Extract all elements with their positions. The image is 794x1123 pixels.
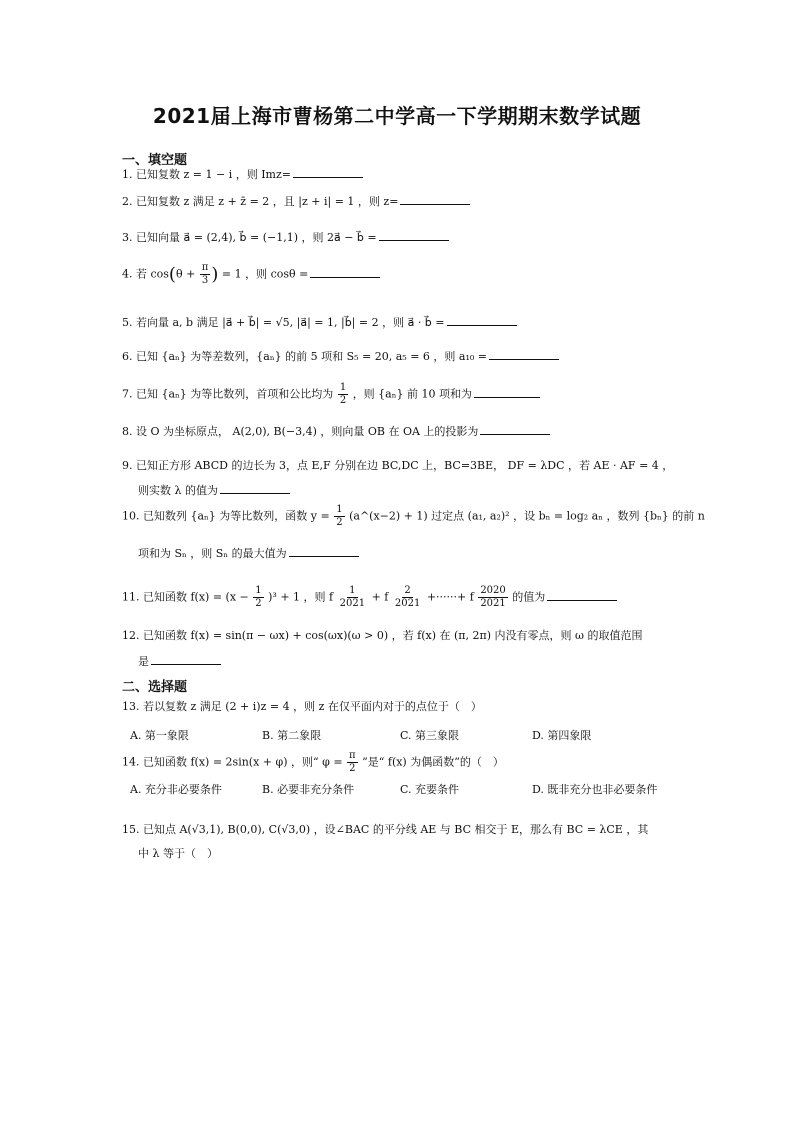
question-5-text: 5. 若向量 a, b 满足 |a⃗ + b⃗| = √5, |a⃗| = 1, |b⃗| = 2 ，则 a⃗ · b⃗ = (122, 316, 445, 329)
question-7 (122, 382, 674, 407)
question-10-text-a: 10. 已知数列 {aₙ} 为等比数列，函数 y = (122, 509, 330, 523)
question-1-text: 1. 已知复数 z = 1 − i ，则 Imz= (122, 168, 292, 181)
answer-blank[interactable] (220, 482, 290, 494)
option-b[interactable]: B. 第二象限 (262, 729, 322, 742)
question-14-text-b: ”是“ f(x) 为偶函数”的（ ） (362, 755, 504, 769)
fraction-numerator: 1 (339, 382, 347, 393)
fraction-numerator: 2020 (480, 585, 506, 596)
fraction-numerator: 1 (349, 585, 356, 596)
question-10-text-c: 项和为 Sₙ ，则 Sₙ 的最大值为 (138, 547, 287, 560)
fraction-denominator: 2021 (394, 598, 421, 609)
section-fill-in: 一、填空题 (122, 153, 188, 168)
fraction-denominator: 2 (255, 598, 262, 609)
question-7-text-a: 7. 已知 {aₙ} 为等比数列，首项和公比均为 (122, 387, 334, 401)
fraction-1-over-2021 (338, 585, 367, 610)
left-paren: ( (168, 264, 176, 285)
option-a[interactable]: A. 第一象限 (130, 729, 189, 742)
question-4-text-a: 4. 若 cos (122, 267, 169, 281)
question-14-text-a: 14. 已知函数 f(x) = 2sin(x + φ) ，则“ φ = (122, 755, 343, 769)
answer-blank[interactable] (379, 229, 449, 241)
fraction-one-half (338, 382, 348, 407)
fraction-denominator: 2 (349, 763, 356, 774)
answer-blank[interactable] (310, 266, 380, 278)
question-4-text-c: = 1 ，则 cosθ = (221, 267, 309, 281)
page-title: 2021届上海市曹杨第二中学高一下学期期末数学试题 (152, 104, 642, 128)
right-paren: ) (211, 264, 219, 285)
question-11-text-a: 11. 已知函数 f(x) = (x − (122, 590, 249, 604)
question-11-text-d: +······+ f (426, 590, 474, 604)
answer-blank[interactable] (489, 348, 559, 360)
question-15 (122, 822, 674, 861)
option-d[interactable]: D. 既非充分也非必要条件 (532, 783, 658, 796)
question-6 (122, 348, 674, 364)
question-13 (122, 699, 674, 714)
question-7-text-b: ，则 {aₙ} 前 10 项和为 (352, 387, 472, 401)
option-c[interactable]: C. 第三象限 (400, 729, 460, 742)
fraction-denominator: 2 (339, 395, 347, 406)
fraction-numerator: 1 (255, 585, 262, 596)
question-10-text-b: (a^(x−2) + 1) 过定点 (a₁, a₂)² ，设 bₙ = log₂ aₙ ，数列 {bₙ} 的前 n (349, 509, 705, 523)
question-9 (122, 458, 674, 498)
question-12 (122, 628, 674, 669)
question-2 (122, 193, 674, 209)
question-9-text-b: 则实数 λ 的值为 (138, 484, 218, 497)
option-c[interactable]: C. 充要条件 (400, 783, 460, 796)
question-11-text-b: )³ + 1 ，则 f (268, 590, 334, 604)
question-3 (122, 229, 674, 245)
question-3-text: 3. 已知向量 a⃗ = (2,4), b⃗ = (−1,1) ，则 2a⃗ − b⃗ = (122, 231, 377, 244)
option-b[interactable]: B. 必要非充分条件 (262, 783, 355, 796)
fraction-numerator: 1 (336, 504, 343, 515)
question-15-text-b: 中 λ 等于（ ） (138, 847, 218, 860)
fraction-pi-over-3 (200, 262, 211, 287)
answer-blank[interactable] (400, 193, 470, 205)
question-15-text-a: 15. 已知点 A(√3,1), B(0,0), C(√3,0) ，设∠BAC 的平分线 AE 与 BC 相交于 E，那么有 BC = λCE ，其 (122, 823, 649, 836)
fraction-denominator: 2021 (480, 598, 506, 609)
fraction-denominator: 2021 (339, 598, 366, 609)
fraction-2-over-2021 (393, 585, 422, 610)
question-1 (122, 166, 674, 182)
question-2-text: 2. 已知复数 z 满足 z + z̄ = 2 ，且 |z + i| = 1 ，则 z= (122, 195, 399, 208)
answer-blank[interactable] (474, 386, 540, 398)
answer-blank[interactable] (480, 423, 550, 435)
question-8-text: 8. 设 O 为坐标原点， A(2,0), B(−3,4) ，则向量 OB 在 OA 上的投影为 (122, 425, 479, 438)
answer-blank[interactable] (151, 653, 221, 665)
fraction-denominator: 3 (201, 275, 209, 286)
question-12-text-b: 是 (138, 655, 149, 668)
fraction-numerator: π (349, 750, 356, 761)
question-13-text: 13. 若以复数 z 满足 (2 + i)z = 4 ，则 z 在仅平面内对于的点位于（ ） (122, 700, 482, 713)
question-6-text: 6. 已知 {aₙ} 为等差数列，{aₙ} 的前 5 项和 S₅ = 20, a₅ = 6 ，则 a₁₀ = (122, 350, 488, 363)
question-10 (122, 504, 705, 561)
option-d[interactable]: D. 第四象限 (532, 729, 592, 742)
question-4 (122, 262, 674, 287)
answer-blank[interactable] (289, 545, 359, 557)
section-multiple-choice: 二、选择题 (122, 680, 188, 695)
question-11-text-c: + f (371, 590, 389, 604)
option-a[interactable]: A. 充分非必要条件 (130, 783, 222, 796)
answer-blank[interactable] (547, 589, 617, 601)
fraction-numerator: π (201, 262, 209, 273)
fraction-numerator: 2 (404, 585, 411, 596)
question-5 (122, 314, 674, 330)
question-4-text-b: θ + (175, 267, 196, 281)
fraction-pi-over-2 (347, 750, 358, 775)
question-13-options (130, 727, 670, 743)
question-11 (122, 585, 674, 610)
question-8 (122, 423, 674, 439)
fraction-one-half (334, 504, 344, 529)
fraction-one-half (253, 585, 263, 610)
answer-blank[interactable] (447, 314, 517, 326)
question-11-text-e: 的值为 (512, 590, 546, 604)
question-12-text-a: 12. 已知函数 f(x) = sin(π − ωx) + cos(ωx)(ω > 0) ，若 f(x) 在 (π, 2π) 内没有零点，则 ω 的取值范围 (122, 629, 643, 642)
fraction-2020-over-2021 (478, 585, 507, 610)
question-14-options (130, 781, 670, 797)
question-14 (122, 750, 674, 775)
answer-blank[interactable] (293, 166, 363, 178)
fraction-denominator: 2 (336, 517, 343, 528)
question-9-text-a: 9. 已知正方形 ABCD 的边长为 3，点 E,F 分别在边 BC,DC 上，BC=3BE， DF = λDC ，若 AE · AF = 4 ， (122, 459, 674, 472)
